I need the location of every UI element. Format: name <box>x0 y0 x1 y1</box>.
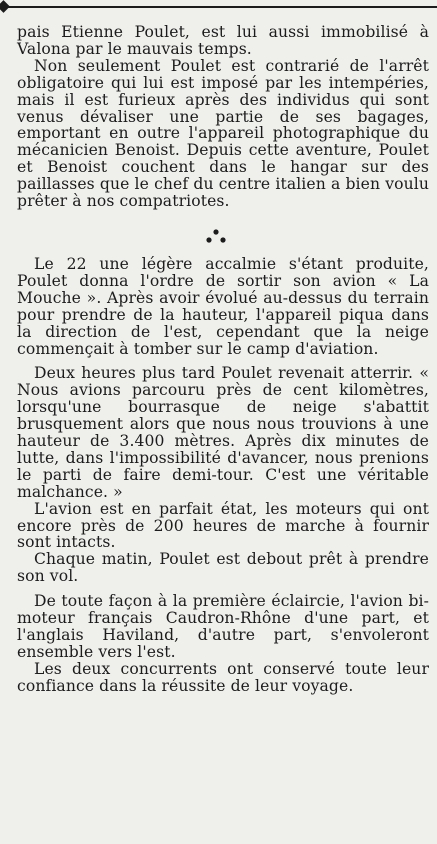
article-column <box>17 14 429 695</box>
section-separator <box>17 220 429 250</box>
article-paragraph: Deux heures plus tard Poulet revenait atterrir. « Nous avions parcouru près de cent kilomètres, lorsqu'une bourrasque de neige s'abattit brusquement alors que nous nous trouvions à une hauteur de 3.400 mètres. Après dix minutes de lutte, dans l'impossibilité d'avancer, nous prenions le parti de faire demi-tour. C'est une véritable malchance. » <box>17 364 429 501</box>
rule-diamond-ornament <box>0 0 10 13</box>
article-paragraph: Le 22 une légère accalmie s'étant produite, Poulet donna l'ordre de sortir son avion « La Mouche ». Après avoir évolué au-dessus du terrain pour prendre de la hauteur, l'appareil piqua dans la direction de l'est, cependant que la neige commençait à tomber sur le camp d'aviation. <box>17 254 429 358</box>
rule-line <box>0 6 437 8</box>
asterism-icon <box>204 228 228 244</box>
top-rule <box>0 0 437 14</box>
article-paragraph: pais Etienne Poulet, est lui aussi immobilisé à Valona par le mauvais temps. <box>17 23 429 58</box>
article-paragraph: L'avion est en parfait état, les moteurs qui ont encore près de 200 heures de marche à fournir sont intacts. <box>17 499 429 552</box>
article-paragraph: Non seulement Poulet est contrarié de l'arrêt obligatoire qui lui est imposé par les intempéries, mais il est furieux après des individus qui sont venus dévaliser une partie de ses bagages, emportant en outre l'appareil photographique du mécanicien Benoist. Depuis cette aventure, Poulet et Benoist couchent dans le hangar sur des paillasses que le chef du centre italien a bien voulu prêter à nos compatriotes. <box>17 56 429 211</box>
article-paragraph: Les deux concurrents ont conservé toute leur confiance dans la réussite de leur voyage. <box>17 659 429 695</box>
article-paragraph: De toute façon à la première éclaircie, l'avion bi-moteur français Caudron-Rhône d'une part, et l'anglais Haviland, d'autre part, s'envoleront ensemble vers l'est. <box>17 592 429 661</box>
article-paragraph: Chaque matin, Poulet est debout prêt à prendre son vol. <box>17 550 429 586</box>
